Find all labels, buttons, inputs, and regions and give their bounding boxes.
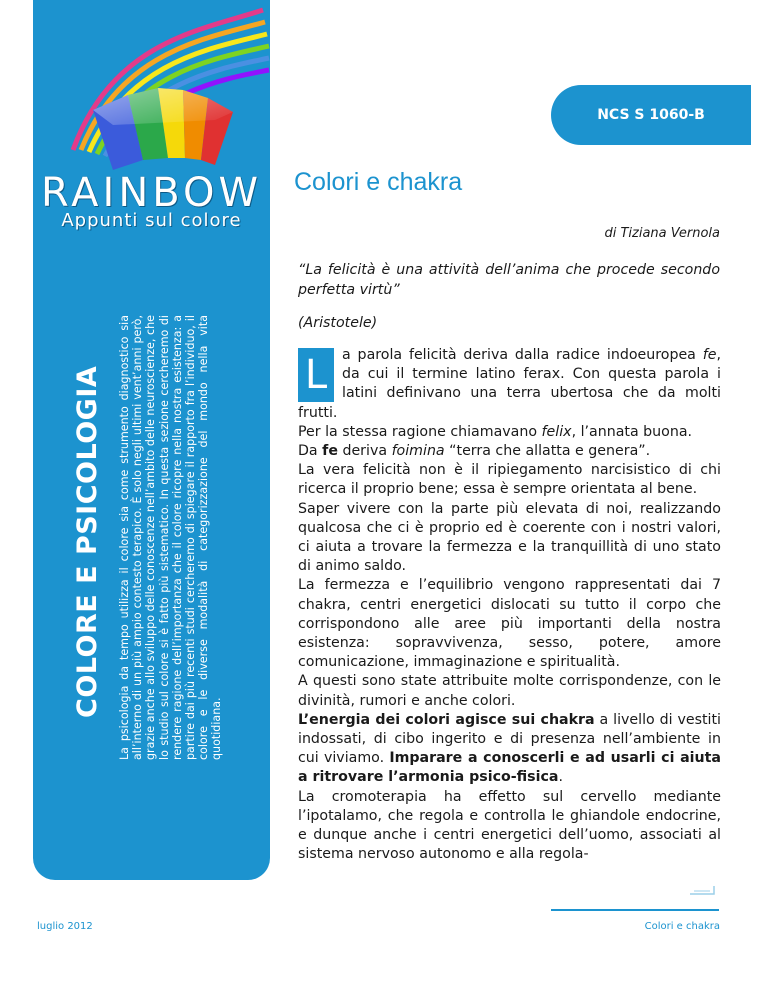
paragraph: A questi sono state attribuite molte corrispondenze, con le divinità, rumori e anche colori. <box>298 673 721 709</box>
ncs-code-badge: NCS S 1060-B <box>551 85 751 145</box>
paragraph: Per la stessa ragione chiamavano felix, l’annata buona. <box>298 423 693 440</box>
drop-cap: L <box>298 348 334 402</box>
corner-mark-icon <box>688 880 718 898</box>
paragraph: L’energia dei colori agisce sui chakra a livello di vestiti indossati, di cibo ingerito e di presenza nell’ambiente in cui viviamo. Imparare a conoscerli e ad usarli ci aiuta a ritrovare l’armonia psico-fisica. <box>298 711 721 786</box>
logo-wordmark: RAINBOW <box>40 170 263 216</box>
article-body <box>298 346 721 864</box>
paragraph: La fermezza e l’equilibrio vengono rappresentati dai 7 chakra, centri energetici dislocati su tutto il corpo che corrispondono alle aree più importanti della nostra esistenza: sopravvivenza, sesso, potere, amore comunicazione, immaginazione e spiritualità. <box>298 577 721 671</box>
epigraph-quote: “La felicità è una attività dell’anima che procede secondo perfetta virtù” <box>298 262 720 298</box>
author-byline: di Tiziana Vernola <box>604 226 720 241</box>
section-title: COLORE E PSICOLOGIA <box>72 365 103 718</box>
sidebar-vertical-block <box>72 280 262 760</box>
footer-rule <box>551 909 719 911</box>
article-title: Colori e chakra <box>294 168 463 196</box>
epigraph-author: (Aristotele) <box>298 315 378 331</box>
paragraph: a parola felicità deriva dalla radice indoeuropea fe, da cui il termine latino ferax. Con questa parola i latini definivano una terra ubertosa che da molti frutti. <box>298 347 721 421</box>
footer-date: luglio 2012 <box>37 921 93 932</box>
logo-subtitle: Appunti sul colore <box>61 210 242 231</box>
paragraph: Saper vivere con la parte più elevata di noi, realizzando qualcosa che ci è proprio ed è coerente con i nostri valori, ci aiuta a trovare la fermezza e la tranquillità di uno stato di animo saldo. <box>298 500 721 575</box>
paragraph: La cromoterapia ha effetto sul cervello mediante l’ipotalamo, che regola e controlla le ghiandole endocrine, e dunque anche i centri energetici dell’uomo, associati al sistema nervoso autonomo e alla regola- <box>298 788 721 863</box>
paragraph: La vera felicità non è il ripiegamento narcisistico di chi ricerca il proprio bene; essa è sempre orientata al bene. <box>298 462 721 498</box>
footer-running-title: Colori e chakra <box>644 921 720 932</box>
section-description: La psicologia da tempo utilizza il colore sia come strumento diagnostico sia all’interno di un più ampio contesto terapico. È solo negli ultimi vent’anni però, grazie anche allo sviluppo delle conoscenze nell’ambito delle neuroscienze, che lo studio sul colore si è fatto più sistematico. In questa sezione cercheremo di rendere ragione dell’importanza che il colore ricopre nella nostra esistenza: a partire dai più recenti studi cercheremo di spiegare il rapporto fra l’individuo, il colore e le diverse modalità di categorizzazione del mondo nella vita quotidiana. <box>118 315 224 760</box>
paragraph: Da fe deriva foimina “terra che allatta e genera”. <box>298 443 651 460</box>
rainbow-logo <box>33 0 270 240</box>
